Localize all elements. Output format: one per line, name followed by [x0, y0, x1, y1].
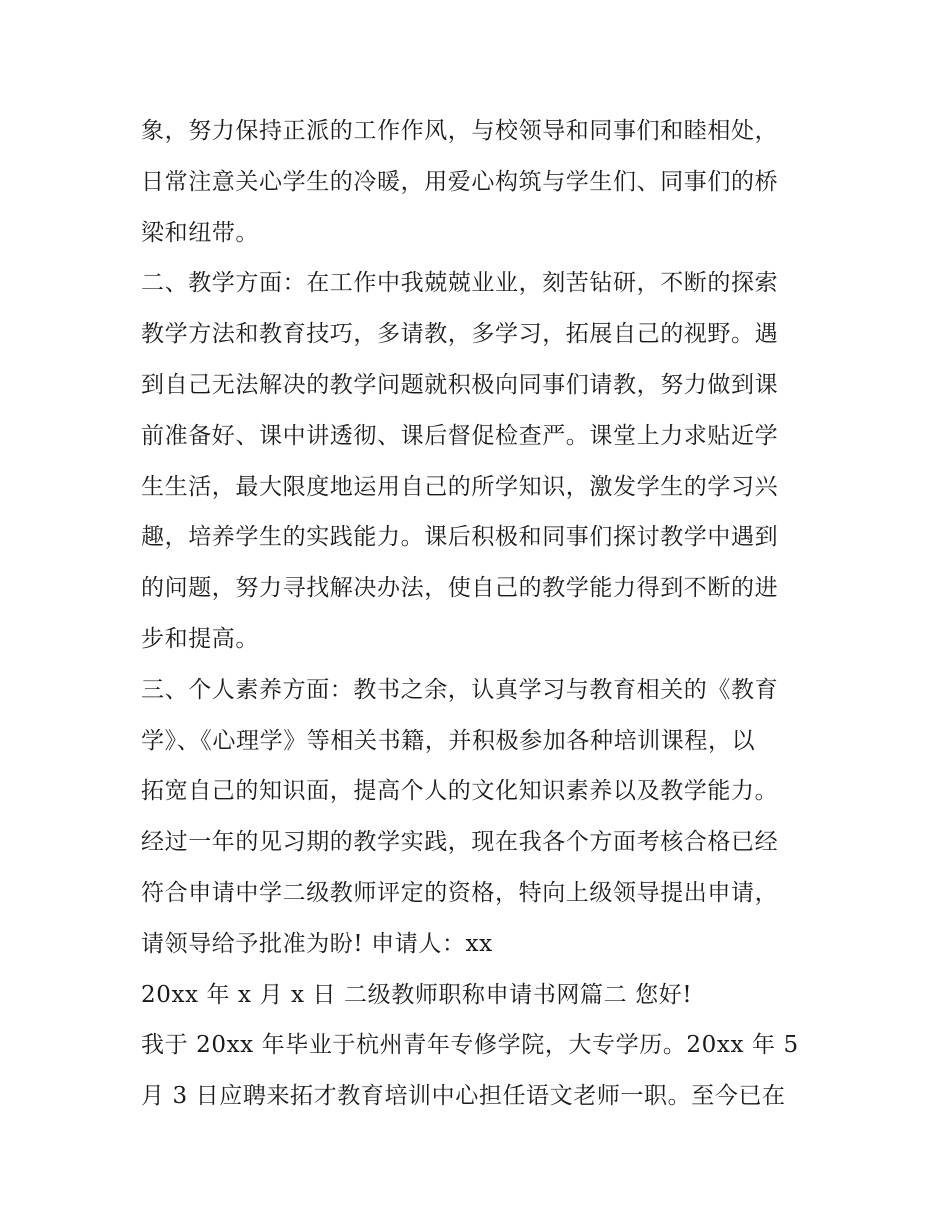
text-line: 月 3 日应聘来拓才教育培训中心担任语文老师一职。至今已在 [141, 1083, 786, 1110]
text-line: 三、个人素养方面：教书之余，认真学习与教育相关的《教育 [141, 676, 779, 703]
text-line: 二、教学方面：在工作中我兢兢业业，刻苦钻研，不断的探索 [141, 270, 779, 297]
text-line: 步和提高。 [141, 625, 259, 652]
text-line: 请领导给予批准为盼! 申请人：xx [141, 930, 493, 957]
text-line: 梁和纽带。 [141, 219, 259, 246]
document-body [141, 106, 821, 1122]
text-line: 经过一年的见习期的教学实践，现在我各个方面考核合格已经 [141, 829, 779, 856]
text-line: 象，努力保持正派的工作作风，与校领导和同事们和睦相处， [141, 118, 779, 144]
text-line: 20xx 年 x 月 x 日 二级教师职称申请书网篇二 您好! [141, 981, 693, 1008]
text-line: 符合申请中学二级教师评定的资格，特向上级领导提出申请， [141, 879, 779, 906]
text-line: 生生活，最大限度地运用自己的所学知识，激发学生的学习兴 [141, 473, 779, 500]
text-line: 前准备好、课中讲透彻、课后督促检查严。课堂上力求贴近学 [141, 422, 779, 449]
text-line: 拓宽自己的知识面，提高个人的文化知识素养以及教学能力。 [141, 778, 779, 805]
text-line: 的问题，努力寻找解决办法，使自己的教学能力得到不断的进 [141, 575, 779, 602]
text-line: 我于 20xx 年毕业于杭州青年专修学院，大专学历。20xx 年 5 [141, 1032, 799, 1059]
text-line: 日常注意关心学生的冷暖，用爱心构筑与学生们、同事们的桥 [141, 168, 779, 195]
text-line: 学》、《心理学》等相关书籍，并积极参加各种培训课程，以 [141, 727, 756, 754]
text-line: 教学方法和教育技巧，多请教，多学习，拓展自己的视野。遇 [141, 321, 779, 348]
text-line: 趣，培养学生的实践能力。课后积极和同事们探讨教学中遇到 [141, 524, 779, 551]
text-line: 到自己无法解决的教学问题就积极向同事们请教，努力做到课 [141, 371, 779, 398]
